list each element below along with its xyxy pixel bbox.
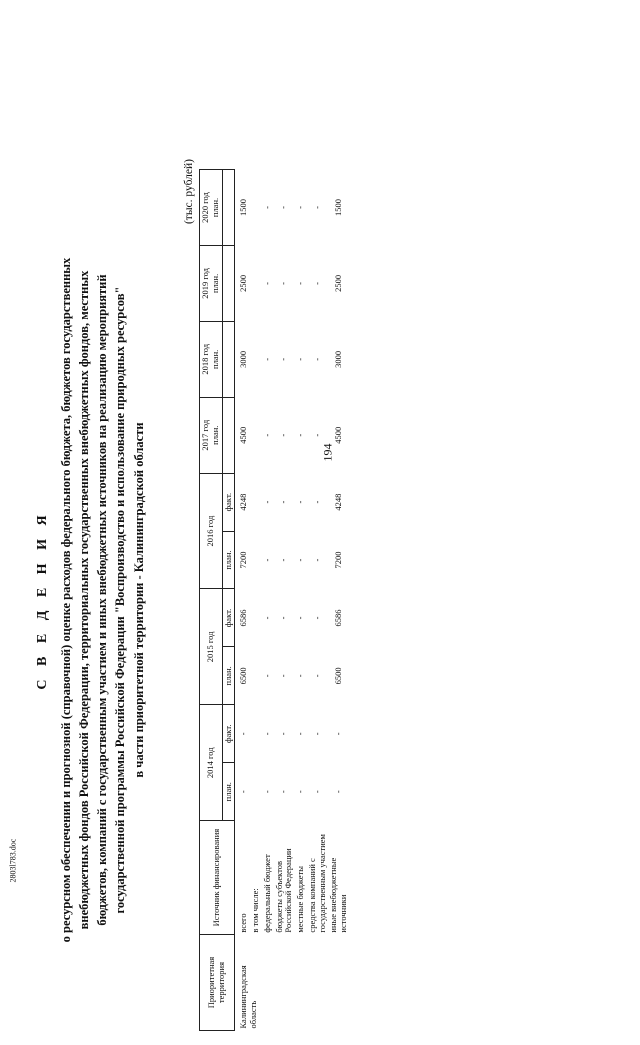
- value-cell: -: [261, 500, 272, 504]
- source-cell: средства компаний с государственным участием: [306, 834, 327, 933]
- value-cell: -: [311, 282, 322, 285]
- value-cell: 6586: [238, 609, 249, 627]
- value-cell: [250, 763, 262, 821]
- value-cell: -: [295, 558, 306, 562]
- value-cell: -: [278, 500, 289, 504]
- heading-line-2: внебюджетных фондов Российской Федерации, территориальных государственных внебюджетных фондов, местных: [77, 270, 92, 930]
- value-cell: -: [261, 616, 272, 620]
- value-cell: -: [278, 206, 289, 209]
- header-source: Источник финансирования: [200, 821, 235, 935]
- value-cell: 6586: [333, 609, 344, 627]
- value-cell: -: [311, 674, 322, 678]
- value-cell: -: [295, 500, 306, 504]
- territory-cell: Калининградская область: [238, 965, 259, 1029]
- document-title: С В Е Д Е Н И Я: [35, 510, 50, 690]
- source-cell: иные внебюджетные источники: [328, 857, 349, 933]
- subheader-2014-plan: план.: [222, 763, 235, 821]
- subheader-2016-fact: факт.: [222, 473, 235, 531]
- subheader-2014-fact: факт.: [222, 705, 235, 763]
- value-cell: 4248: [333, 493, 344, 511]
- header-year-2014: 2014 год: [200, 705, 223, 821]
- value-cell: [250, 321, 262, 397]
- value-cell: -: [311, 433, 322, 437]
- value-cell: -: [311, 558, 322, 562]
- value-cell: [250, 531, 262, 589]
- value-cell: -: [333, 732, 344, 736]
- source-cell: местные бюджеты: [295, 866, 306, 933]
- value-cell: -: [261, 282, 272, 285]
- header-year-2020: 2020 год план.: [200, 170, 223, 246]
- subheader-2020-spacer: [222, 170, 235, 246]
- value-cell: -: [278, 433, 289, 437]
- value-cell: -: [295, 790, 306, 794]
- value-cell: 4248: [238, 493, 249, 511]
- value-cell: 4500: [238, 426, 249, 444]
- value-cell: -: [295, 616, 306, 620]
- value-cell: -: [278, 282, 289, 285]
- subheader-2015-fact: факт.: [222, 589, 235, 647]
- source-cell: всего: [238, 913, 249, 933]
- value-cell: -: [278, 558, 289, 562]
- subheader-2015-plan: план.: [222, 647, 235, 705]
- value-cell: -: [261, 790, 272, 794]
- value-cell: 7200: [238, 551, 249, 569]
- heading-line-3: бюджетов, компаний с государственным участием и иных внебюджетных источников на реализацию мероприятий: [95, 274, 110, 926]
- value-cell: [250, 647, 262, 705]
- value-cell: -: [278, 674, 289, 678]
- table-row: [307, 170, 329, 1031]
- value-cell: 6500: [238, 667, 249, 685]
- value-cell: -: [311, 206, 322, 209]
- value-cell: -: [261, 206, 272, 209]
- value-cell: -: [261, 674, 272, 678]
- value-cell: 3000: [333, 350, 344, 368]
- table-row: [328, 170, 350, 1031]
- subheader-2019-spacer: [222, 245, 235, 321]
- value-cell: -: [261, 357, 272, 361]
- units-label: (тыс. рублей): [183, 159, 195, 225]
- value-cell: -: [295, 206, 306, 209]
- value-cell: [250, 170, 262, 246]
- value-cell: -: [278, 357, 289, 361]
- header-year-2016: 2016 год: [200, 473, 223, 589]
- value-cell: 7200: [333, 551, 344, 569]
- page-number: 194: [320, 443, 335, 462]
- value-cell: -: [295, 282, 306, 285]
- value-cell: -: [261, 433, 272, 437]
- table-row: [274, 170, 296, 1031]
- header-year-2017: 2017 год план.: [200, 397, 223, 473]
- table-row: [250, 170, 262, 1031]
- source-cell: федеральный бюджет: [261, 854, 272, 933]
- value-cell: [250, 397, 262, 473]
- value-cell: [250, 589, 262, 647]
- value-cell: -: [311, 616, 322, 620]
- value-cell: 2500: [238, 274, 249, 292]
- subheader-2018-spacer: [222, 321, 235, 397]
- funding-table-body: [235, 170, 350, 1031]
- landscape-page: [0, 155, 455, 1045]
- subheader-2016-plan: план.: [222, 531, 235, 589]
- document-heading: [35, 155, 148, 1045]
- header-year-2018: 2018 год план.: [200, 321, 223, 397]
- value-cell: 3000: [238, 350, 249, 368]
- heading-line-1: о ресурсном обеспечении и прогнозной (справочной) оценке расходов федерального бюджета, бюджетов государственных: [59, 257, 73, 943]
- document-file-code: 2803l783.doc: [8, 838, 18, 883]
- value-cell: -: [278, 616, 289, 620]
- value-cell: -: [311, 732, 322, 736]
- value-cell: 4500: [333, 426, 344, 444]
- source-cell: бюджеты субъектов Российской Федерации: [273, 848, 294, 933]
- value-cell: -: [295, 674, 306, 678]
- table-row: [262, 170, 274, 1031]
- subheader-2017-spacer: [222, 397, 235, 473]
- value-cell: -: [278, 790, 289, 794]
- value-cell: [250, 245, 262, 321]
- value-cell: 1500: [333, 198, 344, 216]
- value-cell: -: [278, 732, 289, 736]
- heading-line-4: государственной программы Российской Федерации "Воспроизводство и использование природных ресурсов": [113, 286, 128, 914]
- value-cell: -: [333, 790, 344, 794]
- header-territory: Приоритетная территория: [200, 935, 235, 1031]
- value-cell: 1500: [238, 198, 249, 216]
- header-year-2015: 2015 год: [200, 589, 223, 705]
- source-cell: в том числе:: [250, 888, 261, 933]
- value-cell: -: [295, 433, 306, 437]
- value-cell: -: [238, 732, 249, 736]
- header-year-2019: 2019 год план.: [200, 245, 223, 321]
- table-row: [295, 170, 307, 1031]
- value-cell: -: [261, 558, 272, 562]
- value-cell: -: [311, 357, 322, 361]
- funding-table: [199, 169, 350, 1031]
- value-cell: 2500: [333, 274, 344, 292]
- heading-line-5: в части приоритетной территории - Калининградской области: [131, 422, 146, 778]
- value-cell: [250, 705, 262, 763]
- table-row: [235, 170, 250, 1031]
- value-cell: -: [238, 790, 249, 794]
- value-cell: 6500: [333, 667, 344, 685]
- value-cell: -: [311, 500, 322, 504]
- value-cell: -: [295, 732, 306, 736]
- value-cell: -: [295, 357, 306, 361]
- value-cell: [250, 473, 262, 531]
- value-cell: -: [311, 790, 322, 794]
- value-cell: -: [261, 732, 272, 736]
